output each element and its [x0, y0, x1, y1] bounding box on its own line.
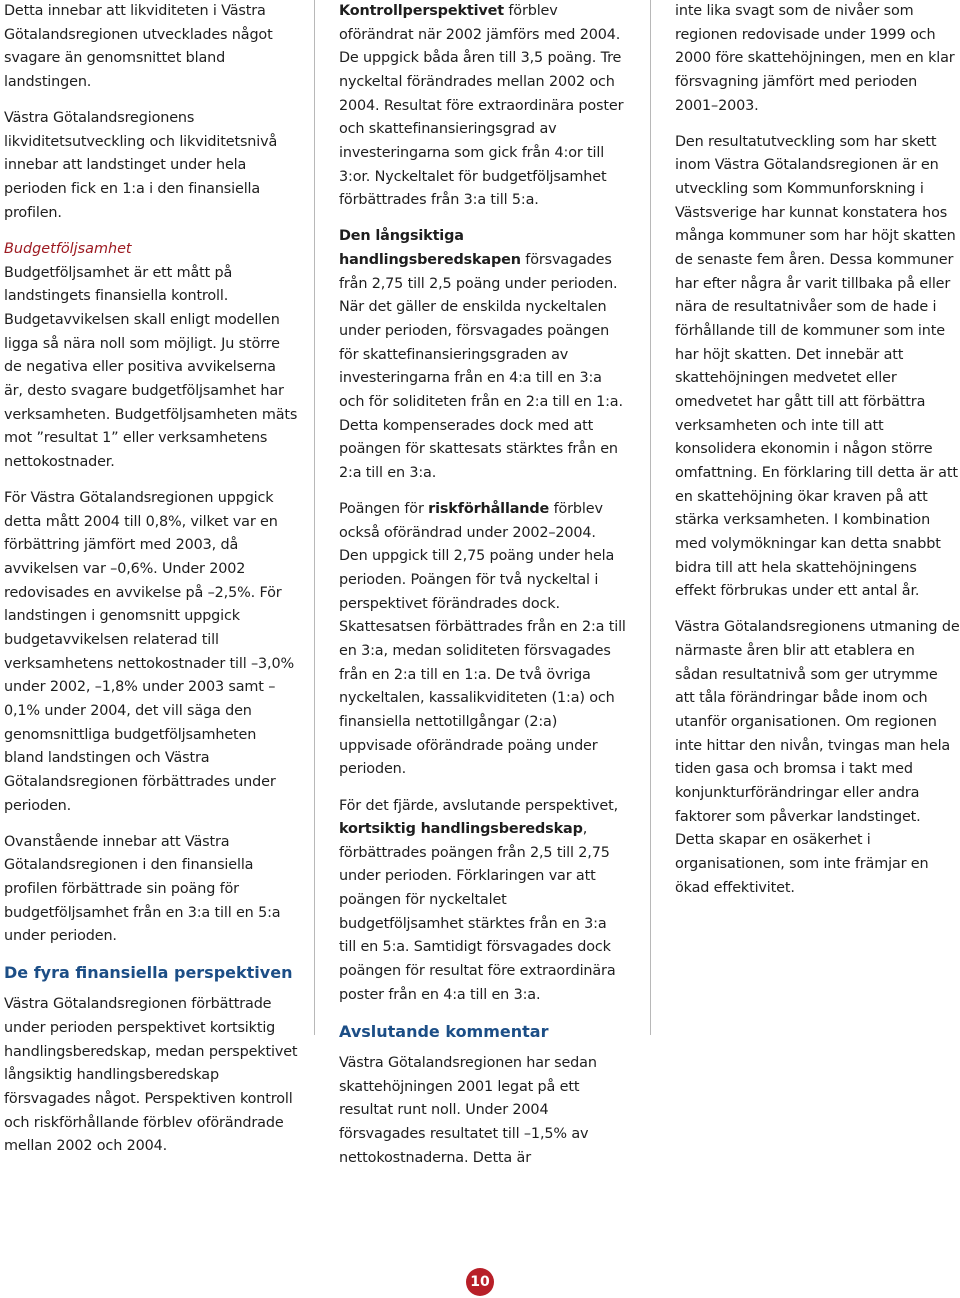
paragraph: Västra Götalandsregionen har sedan skattehöjningen 2001 legat på ett resultat runt noll. Under 2004 försvagades resultatet till –1,5% av nettokostnaderna. Detta är — [339, 1054, 597, 1166]
paragraph: Detta innebar att likviditeten i Västra Götalandsregionen utvecklades något svagare än genomsnittet bland landstingen. — [4, 3, 273, 90]
paragraph: Ovanstående innebar att Västra Götalandsregionen i den finansiella profilen förbättrade sin poäng för budgetföljsamhet från en 3:a till en 5:a under perioden. — [4, 833, 281, 945]
bold-term: riskförhållande — [428, 501, 550, 518]
subheading-budgetfoljsamhet: Budgetföljsamhet — [4, 240, 132, 257]
paragraph: Den resultatutveckling som har skett inom Västra Götalandsregionen är en utveckling som Kommunforskning i Västsverige har kunnat konstatera hos många kommuner som har höjt skatten de senaste fem åren. Dessa kommuner har efter några år varit tillbaka på eller nära de resultatnivåer som de hade i förhållande till de kommuner som inte har höjt skatten. Det innebär att skattehöjningen medvetet eller omedvetet har gått till att förbättra verksamheten och inte till att konsolidera ekonomin i någon större omfattning. En förklaring till detta är att en skattehöjning ökar kraven på att stärka verksamheten. I kombination med volymökningar kan detta snabbt bidra till att hela skattehöjningens effekt förbrukas under ett antal år. — [675, 133, 958, 600]
section-heading-avslutande-kommentar: Avslutande kommentar — [339, 1021, 549, 1041]
bold-term: Kontrollperspektivet — [339, 3, 504, 19]
paragraph: För Västra Götalandsregionen uppgick detta mått 2004 till 0,8%, vilket var en förbättring jämfört med 2003, då avvikelsen var –0,6%. Under 2002 redovisades en avvikelse på –2,5%. För landstingen i genomsnitt uppgick budgetavvikelsen relaterad till verksamhetens nettokostnader till –3,0% under 2002, –1,8% under 2003 samt –0,1% under 2004, det vill säga den genomsnittliga budgetföljsamheten bland landstingen och Västra Götalandsregionen förbättrades under perioden. — [4, 489, 294, 814]
paragraph — [339, 225, 626, 485]
paragraph-text: För det fjärde, avslutande perspektivet, — [339, 797, 618, 814]
paragraph — [339, 795, 626, 1008]
paragraph-text: förblev oförändrat när 2002 jämförs med 2004. De uppgick båda åren till 3,5 poäng. Tre nyckeltal förändrades mellan 2002 och 2004. Resultat före extraordinära poster och skattefinansieringsgrad av investeringarna som gick från 4:or till 3:or. Nyckeltalet för budgetföljsamhet förbättrades från 3:a till 5:a. — [339, 3, 624, 209]
paragraph: inte lika svagt som de nivåer som regionen redovisade under 1999 och 2000 före skattehöjningen, men en klar försvagning jämfört med perioden 2001–2003. — [675, 3, 955, 114]
paragraph-text: försvagades från 2,75 till 2,5 poäng under perioden. När det gäller de enskilda nyckeltalen under perioden, försvagades poängen för skattefinansieringsgraden av investeringarna från en 4:a till en 3:a och för soliditeten från en 2:a till en 1:a. Detta kompenserades dock med att poängen för skattesats stärktes från en 2:a till en 3:a. — [339, 252, 623, 481]
paragraph — [339, 0, 626, 213]
paragraph — [339, 498, 626, 782]
column-divider — [314, 0, 315, 1035]
paragraph-text: Poängen för — [339, 501, 429, 518]
bold-term: kortsiktig handlingsberedskap — [339, 821, 583, 838]
paragraph-text: förblev också oförändrad under 2002–2004. Den uppgick till 2,75 poäng under hela perioden. Poängen för två nyckeltal i perspektivet förändrades dock. Skattesatsen förbättrades från en 2:a till en 3:a, medan soliditeten försvagades från en 2:a till en 1:a. De två övriga nyckeltalen, kassalikviditeten (1:a) och finansiella nettotillgångar (2:a) uppvisade oförändrade poäng under perioden. — [339, 501, 626, 778]
paragraph: Västra Götalandsregionens utmaning de närmaste åren blir att etablera en sådan resultatnivå som ger utrymme att tåla förändringar både inom och utanför organisationen. Om regionen inte hittar den nivån, tvingas man hela tiden gasa och bromsa i takt med konjunkturförändringar eller andra faktorer som påverkar landstinget. Detta skapar en osäkerhet i organisationen, som inte främjar en ökad effektivitet. — [675, 619, 960, 896]
paragraph: Västra Götalandsregionens likviditetsutveckling och likviditetsnivå innebar att landstinget under hela perioden fick en 1:a i den finansiella profilen. — [4, 110, 278, 221]
text-column-right — [675, 0, 960, 913]
paragraph-text: , förbättrades poängen från 2,5 till 2,75 under perioden. Förklaringen var att poängen för nyckeltalet budgetföljsamhet stärktes från en 3:a till en 5:a. Samtidigt försvagades dock poängen för resultat före extraordinära poster från en 4:a till en 3:a. — [339, 821, 616, 1003]
section-heading-fyra-perspektiven: De fyra finansiella perspektiven — [4, 963, 293, 983]
paragraph: Västra Götalandsregionen förbättrade under perioden perspektivet kortsiktig handlingsberedskap, medan perspektivet långsiktig handlingsberedskap försvagades något. Perspektiven kontroll och riskförhållande förblev oförändrade mellan 2002 och 2004. — [4, 996, 298, 1155]
page-number-badge: 10 — [466, 1268, 494, 1296]
column-divider — [650, 0, 651, 1035]
paragraph: Budgetföljsamhet är ett mått på landstingets finansiella kontroll. Budgetavvikelsen skall enligt modellen ligga så nära noll som möjligt. Ju större de negativa eller positiva avvikelserna är, desto svagare budgetföljsamhet har verksamheten. Budgetföljsamheten mäts mot ”resultat 1” eller verksamhetens nettokostnader. — [4, 264, 298, 470]
text-column-middle — [339, 0, 626, 1183]
bold-term: Den långsiktiga handlingsberedskapen — [339, 228, 521, 269]
text-column-left — [4, 0, 298, 1172]
